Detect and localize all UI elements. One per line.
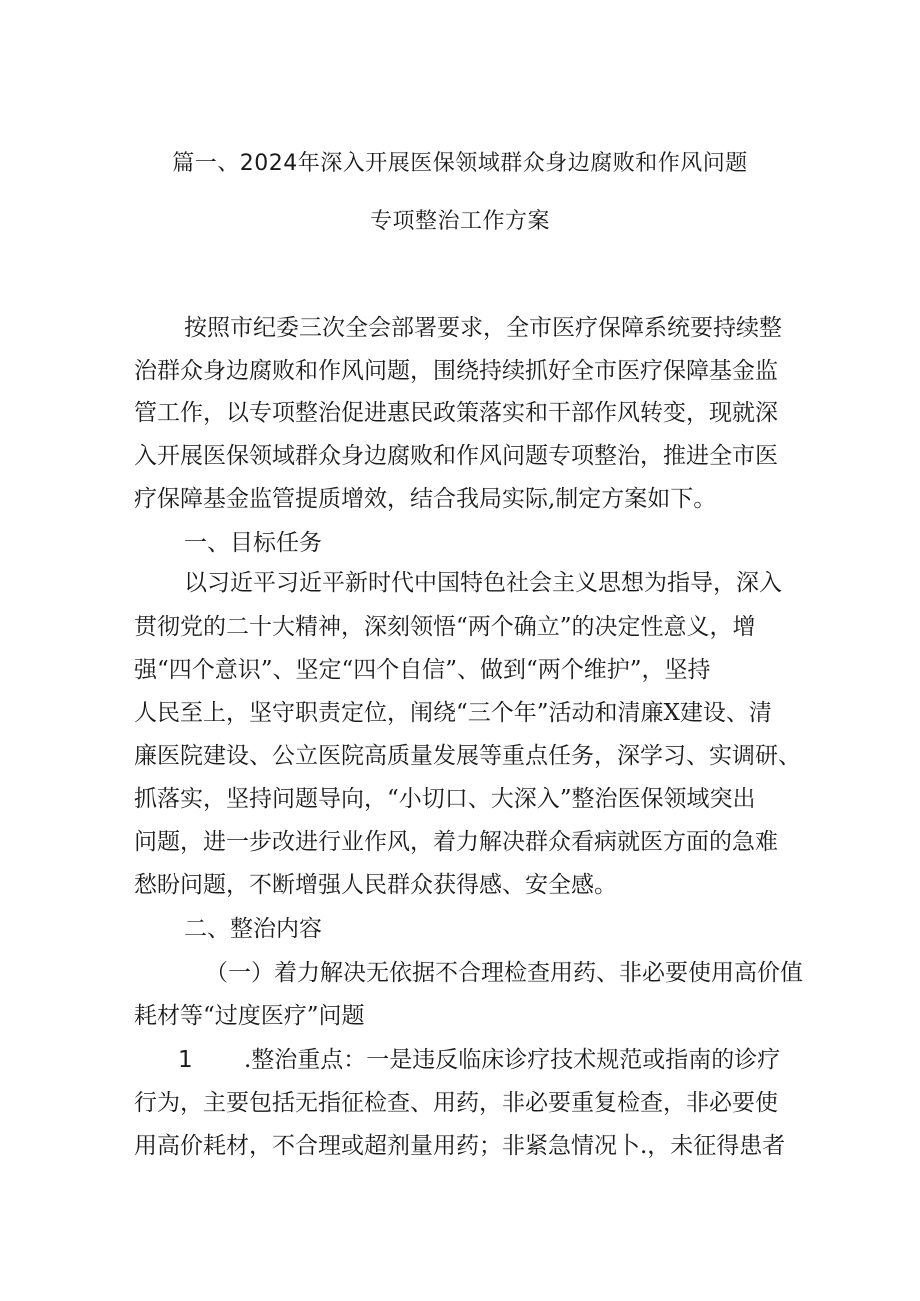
item-1-line-1: .整治重点：一是违反临床诊疗技术规范或指南的诊疗 <box>244 1047 781 1073</box>
section-1-line-4: 人民至上，坚守职责定位，闱绕“三个年”活动和清廉X建设、清 <box>134 700 772 726</box>
section-1-line-6: 抓落实，坚持问题导向，“小切口、大深入”整治医保领域突出 <box>134 786 756 812</box>
section-2-heading: 二、整治内容 <box>184 916 322 942</box>
item-1-line-2: 行为，主要包括无指征检查、用药，非必要重复检查，非必要使 <box>134 1090 778 1116</box>
section-1-line-2: 贯彻党的二十大精神，深刻领悟“两个确立”的决定性意义，增 <box>134 614 756 640</box>
section-1-line-3: 强“四个意识”、坚定“四个自信”、做到“两个维护”，坚持 <box>134 657 711 683</box>
item-1-number: 1 <box>178 1047 193 1073</box>
section-1-line-7: 问题，进一步改进行业作风，着力解决群众看病就医方面的急难 <box>134 829 778 855</box>
section-1-line-1: 以习近平习近平新时代中国特色社会主义思想为指导，深入 <box>184 570 782 596</box>
section-1-line-8: 愁盼问题，不断增强人民群众获得感、安全感。 <box>134 872 617 898</box>
intro-line-5: 疗保障基金监管提质增效，结合我局实际,制定方案如下。 <box>134 486 717 512</box>
section-2-sub-1-line-2: 耗材等“过度医疗”问题 <box>134 1003 365 1029</box>
intro-line-3: 管工作，以专项整治促进惠民政策落实和干部作风转变，现就深 <box>134 400 778 426</box>
item-1-line-3: 用高价耗材，不合理或超剂量用药；非紧急情况卜.，未征得患者 <box>134 1133 786 1159</box>
document-title-line-2: 专项整治工作方案 <box>369 209 550 234</box>
document-title-line-1: 篇一、2024年深入开展医保领域群众身边腐败和作风问题 <box>172 151 748 176</box>
section-1-line-5: 廉医院建设、公立医院高质量发展等重点任务，深学习、实调研、 <box>134 743 801 769</box>
section-2-sub-1-line-1: （一）着力解决无依据不合理检查用药、非必要使用高价值 <box>205 960 803 986</box>
section-1-heading: 一、目标任务 <box>184 530 322 556</box>
intro-line-2: 治群众身边腐败和作风问题，围绕持续抓好全市医疗保障基金监 <box>134 358 778 384</box>
intro-line-1: 按照市纪委三次全会部署要求，全市医疗保障系统要持续整 <box>184 315 782 341</box>
intro-line-4: 入开展医保领域群众身边腐败和作风问题专项整治，推进全市医 <box>134 443 778 469</box>
